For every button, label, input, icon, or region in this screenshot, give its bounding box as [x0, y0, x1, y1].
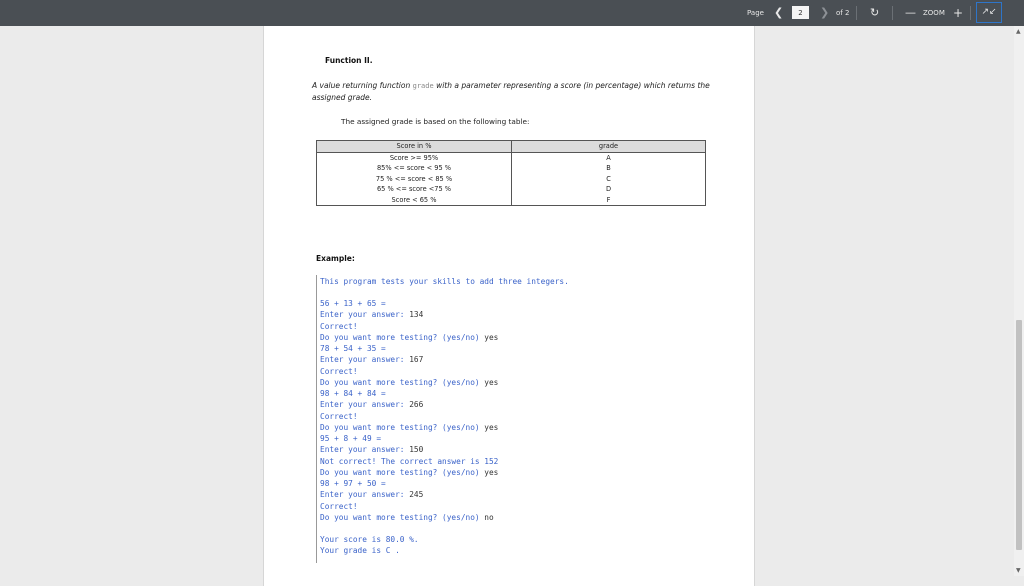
console-user-input: yes [484, 422, 499, 432]
column-header-score: Score in % [317, 141, 512, 153]
console-prompt-text: Not correct! The correct answer is 152 [320, 456, 499, 466]
console-line [320, 490, 423, 499]
console-line [320, 445, 423, 454]
toolbar-divider [856, 6, 857, 20]
score-range-cell: 75 % <= score < 85 % [317, 174, 512, 185]
score-range-cell: 85% <= score < 95 % [317, 163, 512, 174]
console-prompt-text: 98 + 84 + 84 = [320, 389, 386, 398]
console-user-input: 266 [409, 400, 424, 410]
console-output [316, 275, 717, 563]
function-name-code: grade [412, 82, 434, 90]
console-user-input: 150 [409, 445, 424, 455]
table-row [317, 195, 706, 206]
table-row [317, 152, 706, 163]
console-user-input: yes [484, 467, 499, 477]
console-prompt-text: 98 + 97 + 50 = [320, 479, 386, 488]
console-line [320, 412, 358, 421]
console-prompt-text: Enter your answer: [320, 445, 410, 455]
toolbar-divider [970, 6, 971, 20]
console-prompt-text: Do you want more testing? (yes/no) [320, 512, 485, 522]
console-intro: This program tests your skills to add three integers. [320, 277, 569, 286]
console-prompt-text: Correct! [320, 501, 358, 511]
console-prompt-text: Correct! [320, 321, 358, 331]
console-prompt-text: Correct! [320, 366, 358, 376]
console-line [320, 423, 498, 432]
description-text: with a parameter representing a score (in percentage) which returns the assigned grade. [312, 81, 710, 102]
console-line [320, 378, 498, 387]
console-user-input: no [484, 512, 494, 522]
console-user-input: 167 [409, 355, 424, 365]
example-label: Example: [316, 254, 355, 263]
console-line [320, 344, 386, 353]
column-header-grade: grade [512, 141, 706, 153]
grade-cell: A [512, 152, 706, 163]
console-line [320, 310, 423, 319]
grade-cell: F [512, 195, 706, 206]
console-prompt-text: Do you want more testing? (yes/no) [320, 422, 485, 432]
scroll-up-icon[interactable]: ▲ [1016, 28, 1021, 35]
console-line [320, 299, 386, 308]
scroll-thumb[interactable] [1016, 320, 1022, 550]
function-description [312, 80, 732, 104]
viewer-toolbar [0, 0, 1024, 26]
console-prompt-text: 56 + 13 + 65 = [320, 299, 386, 308]
console-user-input: 245 [409, 490, 424, 500]
rotate-icon[interactable]: ↻ [870, 6, 880, 19]
chevron-left-icon[interactable]: ❮ [774, 6, 784, 19]
console-prompt-text: Enter your answer: [320, 310, 410, 320]
console-user-input: yes [484, 332, 499, 342]
toolbar-divider [892, 6, 893, 20]
zoom-label: ZOOM [923, 9, 945, 17]
console-line [320, 513, 494, 522]
grade-cell: D [512, 184, 706, 195]
page-label: Page [747, 9, 764, 17]
console-prompt-text: 95 + 8 + 49 = [320, 434, 382, 443]
score-range-cell: Score < 65 % [317, 195, 512, 206]
console-line [320, 355, 423, 364]
console-user-input: yes [484, 377, 499, 387]
console-score-line: Your score is 80.0 %. [320, 535, 419, 544]
console-line [320, 434, 381, 443]
console-user-input: 134 [409, 310, 424, 320]
table-row [317, 174, 706, 185]
console-prompt-text: Correct! [320, 411, 358, 421]
console-line [320, 457, 498, 466]
console-line [320, 367, 358, 376]
table-row [317, 184, 706, 195]
collapse-icon[interactable]: ↗↙ [976, 2, 1002, 23]
console-line [320, 479, 386, 488]
score-range-cell: Score >= 95% [317, 152, 512, 163]
description-text: A value returning function [312, 81, 413, 90]
table-row [317, 163, 706, 174]
console-line [320, 400, 423, 409]
console-line [320, 502, 358, 511]
vertical-scrollbar[interactable] [1014, 26, 1024, 576]
console-prompt-text: Enter your answer: [320, 355, 410, 365]
page-count-label: of 2 [836, 9, 850, 17]
console-line [320, 389, 386, 398]
document-page [263, 26, 755, 586]
page-number-input[interactable] [792, 6, 809, 19]
console-grade-line: Your grade is C . [320, 546, 400, 555]
zoom-out-button[interactable]: — [905, 6, 916, 19]
grade-cell: C [512, 174, 706, 185]
console-line [320, 333, 498, 342]
console-prompt-text: Do you want more testing? (yes/no) [320, 332, 485, 342]
score-range-cell: 65 % <= score <75 % [317, 184, 512, 195]
console-line [320, 468, 498, 477]
console-line [320, 322, 358, 331]
console-prompt-text: 78 + 54 + 35 = [320, 344, 386, 353]
function-title: Function II. [325, 56, 373, 65]
grade-cell: B [512, 163, 706, 174]
table-intro: The assigned grade is based on the following table: [341, 117, 530, 126]
console-prompt-text: Do you want more testing? (yes/no) [320, 377, 485, 387]
console-prompt-text: Enter your answer: [320, 490, 410, 500]
table-header-row [317, 141, 706, 153]
grade-table [316, 140, 706, 206]
console-prompt-text: Enter your answer: [320, 400, 410, 410]
chevron-right-icon[interactable]: ❯ [820, 6, 830, 19]
zoom-in-button[interactable]: + [953, 6, 964, 20]
scroll-down-icon[interactable]: ▼ [1016, 567, 1021, 574]
console-prompt-text: Do you want more testing? (yes/no) [320, 467, 485, 477]
